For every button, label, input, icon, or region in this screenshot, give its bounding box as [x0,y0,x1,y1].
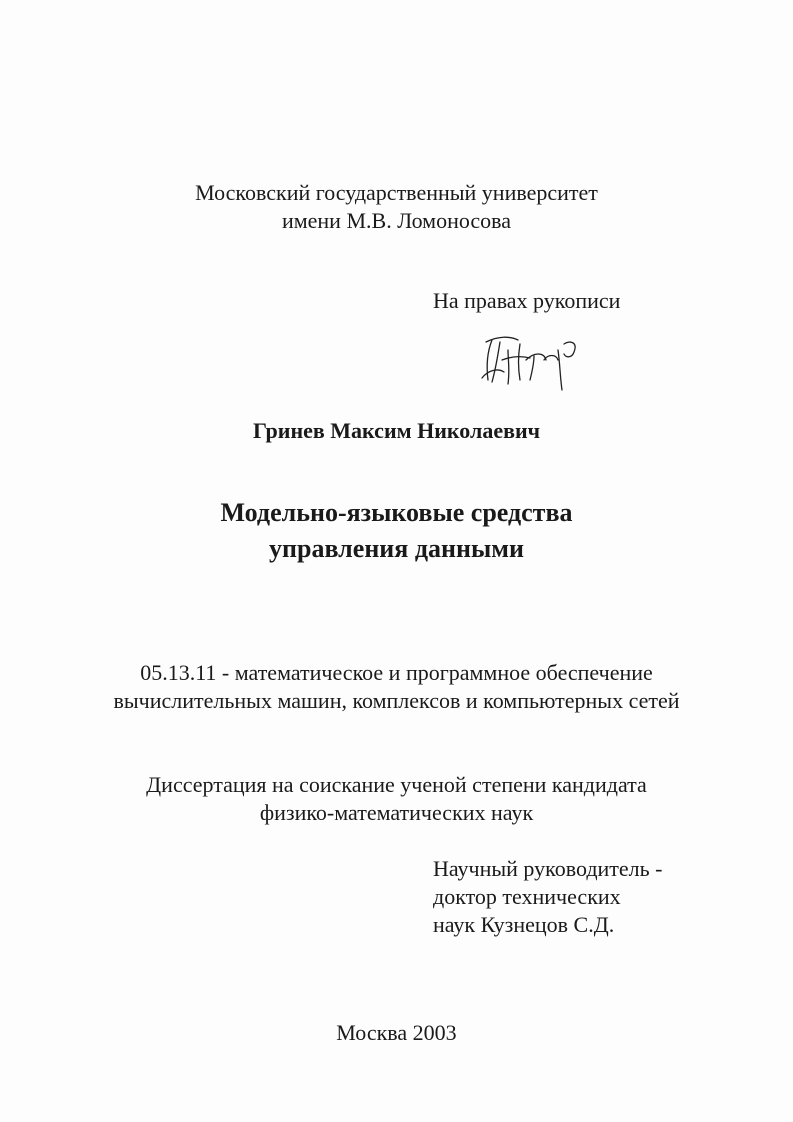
signature-image [478,330,588,392]
university-name-line1: Московский государственный университет [195,180,598,205]
dissertation-line2: физико-математических наук [259,800,534,825]
specialty-line2: вычислительных машин, комплексов и компьютерных сетей [113,688,680,713]
place-and-year: Москва 2003 [336,1020,457,1045]
university-name-line2: имени М.В. Ломоносова [281,208,512,233]
dissertation-line1: Диссертация на соискание ученой степени кандидата [146,772,647,797]
advisor-line3: наук Кузнецов С.Д. [433,912,615,937]
specialty-line1: 05.13.11 - математическое и программное обеспечение [140,660,653,685]
manuscript-note: На правах рукописи [433,288,621,313]
title-line1: Модельно-языковые средства [220,498,573,527]
author-name: Гринев Максим Николаевич [252,418,541,443]
advisor-line2: доктор технических [433,884,621,909]
title-line2: управления данными [269,534,524,563]
advisor-line1: Научный руководитель - [433,856,663,881]
